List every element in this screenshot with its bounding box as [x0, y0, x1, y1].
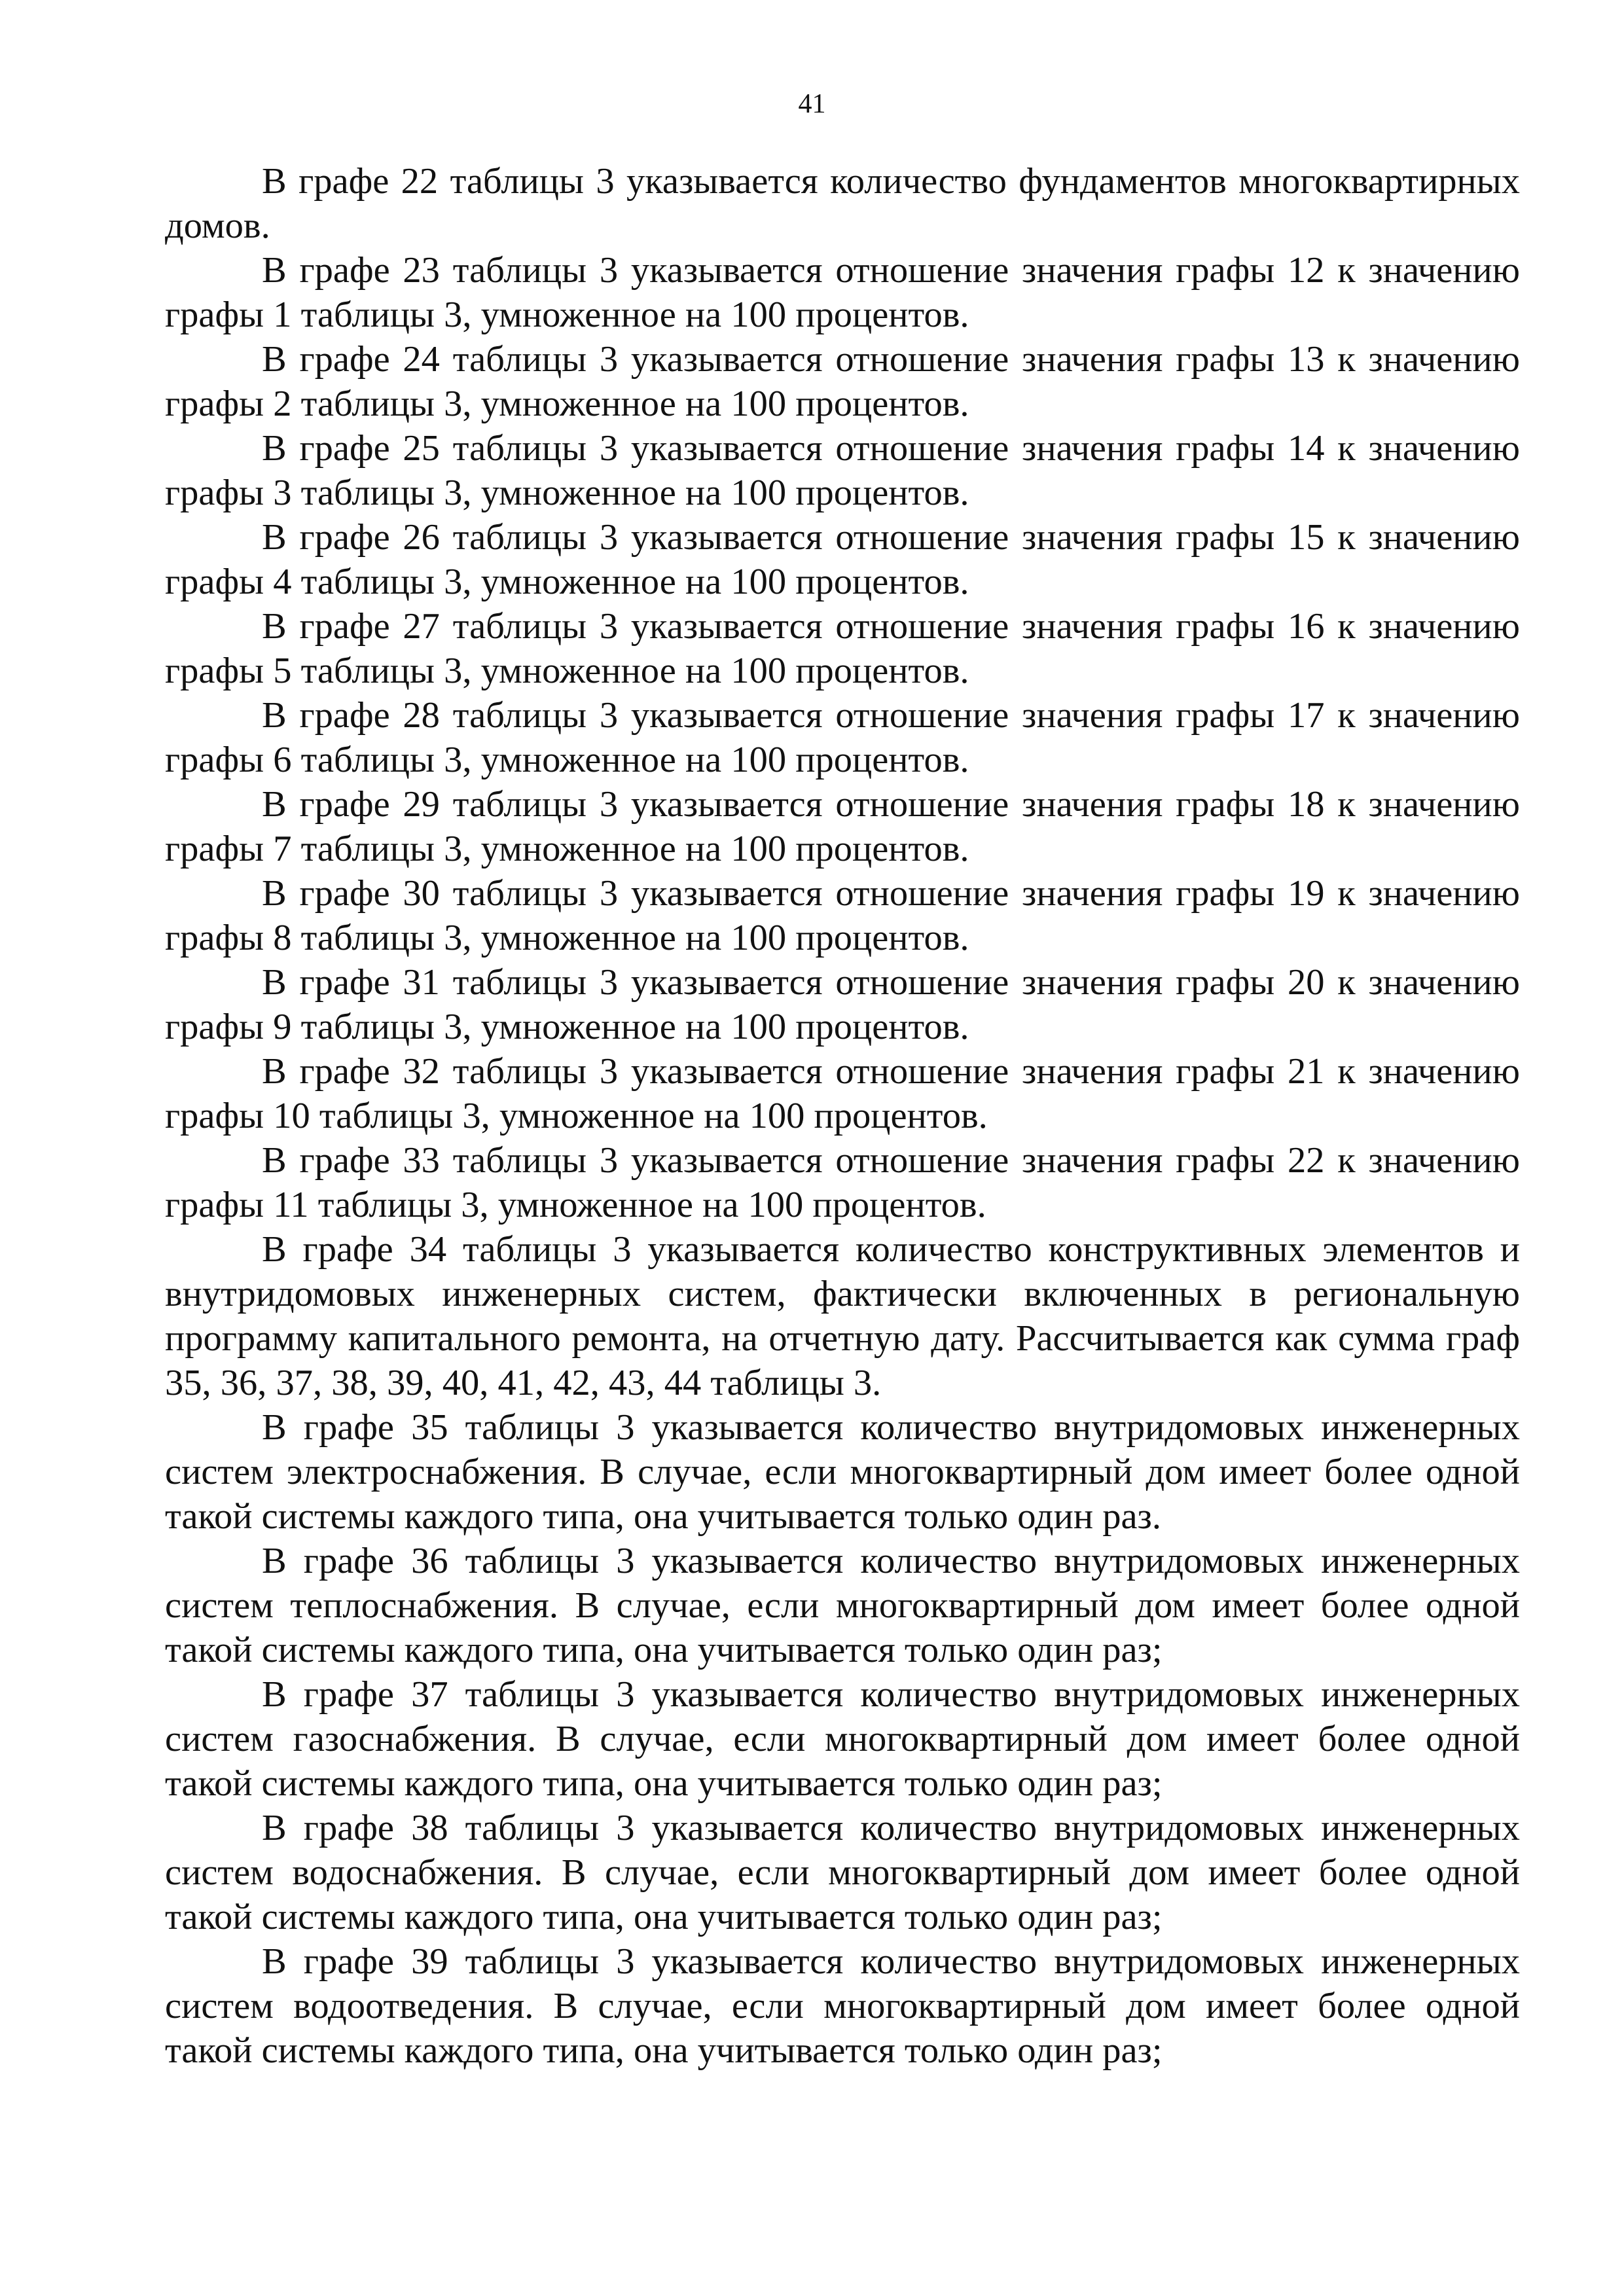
paragraph-graph-33: В графе 33 таблицы 3 указывается отношение значения графы 22 к значению графы 11 таблицы 3, умноженное на 100 процентов. — [165, 1140, 1520, 1225]
paragraph-graph-31: В графе 31 таблицы 3 указывается отношение значения графы 20 к значению графы 9 таблицы 3, умноженное на 100 процентов. — [165, 962, 1520, 1047]
paragraph-graph-27: В графе 27 таблицы 3 указывается отношение значения графы 16 к значению графы 5 таблицы 3, умноженное на 100 процентов. — [165, 606, 1520, 691]
paragraph-graph-24: В графе 24 таблицы 3 указывается отношение значения графы 13 к значению графы 2 таблицы 3, умноженное на 100 процентов. — [165, 339, 1520, 424]
paragraph-graph-26: В графе 26 таблицы 3 указывается отношение значения графы 15 к значению графы 4 таблицы 3, умноженное на 100 процентов. — [165, 517, 1520, 602]
paragraph-graph-29: В графе 29 таблицы 3 указывается отношение значения графы 18 к значению графы 7 таблицы 3, умноженное на 100 процентов. — [165, 784, 1520, 869]
paragraph-graph-36: В графе 36 таблицы 3 указывается количество внутридомовых инженерных систем теплоснабжения. В случае, если многоквартирный дом имеет более одной такой системы каждого типа, она учитывается только один раз; — [165, 1541, 1520, 1670]
paragraph-graph-39: В графе 39 таблицы 3 указывается количество внутридомовых инженерных систем водоотведения. В случае, если многоквартирный дом имеет более одной такой системы каждого типа, она учитывается только один раз; — [165, 1941, 1520, 2071]
paragraph-graph-22: В графе 22 таблицы 3 указывается количество фундаментов многоквартирных домов. — [165, 161, 1520, 246]
paragraph-graph-23: В графе 23 таблицы 3 указывается отношение значения графы 12 к значению графы 1 таблицы 3, умноженное на 100 процентов. — [165, 250, 1520, 335]
paragraph-graph-38: В графе 38 таблицы 3 указывается количество внутридомовых инженерных систем водоснабжения. В случае, если многоквартирный дом имеет более одной такой системы каждого типа, она учитывается только один раз; — [165, 1808, 1520, 1937]
paragraph-graph-28: В графе 28 таблицы 3 указывается отношение значения графы 17 к значению графы 6 таблицы 3, умноженное на 100 процентов. — [165, 695, 1520, 780]
page-number: 41 — [798, 89, 826, 119]
paragraph-graph-32: В графе 32 таблицы 3 указывается отношение значения графы 21 к значению графы 10 таблицы 3, умноженное на 100 процентов. — [165, 1051, 1520, 1136]
paragraph-graph-34: В графе 34 таблицы 3 указывается количество конструктивных элементов и внутридомовых инженерных систем, фактически включенных в региональную программу капитального ремонта, на отчетную дату. Рассчитывается как сумма граф 35, 36, 37, 38, 39, 40, 41, 42, 43, 44 таблицы 3. — [165, 1229, 1520, 1403]
paragraph-graph-35: В графе 35 таблицы 3 указывается количество внутридомовых инженерных систем электроснабжения. В случае, если многоквартирный дом имеет более одной такой системы каждого типа, она учитывается только один раз. — [165, 1407, 1520, 1537]
paragraph-graph-37: В графе 37 таблицы 3 указывается количество внутридомовых инженерных систем газоснабжения. В случае, если многоквартирный дом имеет более одной такой системы каждого типа, она учитывается только один раз; — [165, 1674, 1520, 1804]
paragraph-graph-30: В графе 30 таблицы 3 указывается отношение значения графы 19 к значению графы 8 таблицы 3, умноженное на 100 процентов. — [165, 873, 1520, 958]
paragraph-graph-25: В графе 25 таблицы 3 указывается отношение значения графы 14 к значению графы 3 таблицы 3, умноженное на 100 процентов. — [165, 428, 1520, 513]
document-body — [165, 159, 1520, 2073]
